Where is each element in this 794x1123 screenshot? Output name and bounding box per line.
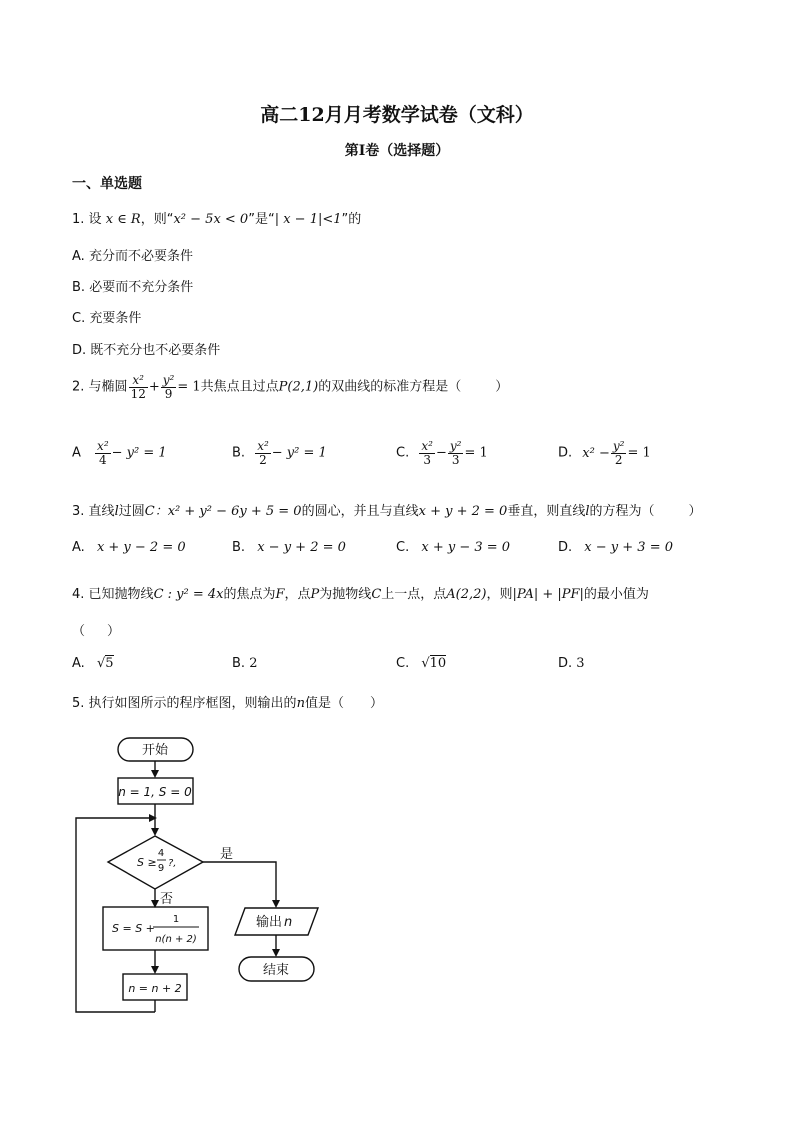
question-text: 设 [88, 212, 102, 227]
option-label: A. [72, 656, 85, 671]
question-text: ”是“ [248, 212, 275, 227]
option-text: 充分而不必要条件 [88, 249, 193, 264]
question-text: 上一点，点 [381, 587, 447, 602]
page-title: 高二12月月考数学试卷（文科） [260, 104, 534, 126]
question-number: 4. [72, 587, 85, 602]
update-s-num: 1 [172, 914, 180, 925]
option-value: 3 [576, 656, 585, 671]
option-label: C. [72, 311, 86, 326]
operator: − [435, 445, 447, 461]
question-number: 3. [72, 504, 85, 519]
option-label: A [72, 445, 81, 461]
option-label: B. [232, 540, 246, 555]
question-text: 直线 [88, 504, 115, 519]
question-text: 的双曲线的标准方程是（ [318, 379, 462, 395]
math-symbol: l [114, 504, 119, 519]
option-label: C. [396, 656, 410, 671]
math-expression: x − y + 2 = 0 [257, 540, 346, 555]
section-heading: 一、单选题 [72, 176, 142, 192]
option-label: B. [232, 656, 246, 671]
question-text: ，点 [284, 587, 311, 602]
math-expression: − y² = 1 [111, 445, 167, 461]
question-text: ，则 [486, 587, 513, 602]
option-label: D. [558, 540, 573, 555]
option-label: C. [396, 445, 410, 461]
math-symbol: P [310, 587, 320, 602]
option-label: D. [558, 656, 573, 671]
question-text: 的焦点为 [223, 587, 276, 602]
question-text: 为抛物线 [319, 587, 372, 602]
question-text: 值是（ [304, 696, 344, 711]
page-subtitle: 第I卷（选择题） [344, 143, 450, 159]
numerator: x² [257, 439, 269, 453]
question-text: ） [688, 504, 702, 519]
update-n-label: n = n + 2 [128, 982, 182, 995]
option-label: D. [558, 445, 573, 461]
option-value: 2 [249, 656, 258, 671]
math-expression: x + y − 3 = 0 [421, 540, 511, 555]
question-text: ，则“ [140, 212, 174, 227]
math-expression: = 1 [177, 379, 201, 395]
update-s-left: S = S + [112, 922, 155, 935]
math-expression: = 1 [627, 445, 651, 461]
denominator: 12 [130, 386, 146, 401]
math-expression: x + y − 2 = 0 [96, 540, 186, 555]
operator: + [148, 379, 160, 395]
math-expression: x − y + 3 = 0 [584, 540, 673, 555]
math-expression: C：x² + y² − 6y + 5 = 0 [144, 504, 302, 519]
init-label: n = 1, S = 0 [118, 785, 192, 799]
question-text: 共焦点且过点 [200, 379, 279, 395]
math-symbol: n [296, 696, 305, 711]
math-expression: | x − 1|<1 [274, 212, 342, 227]
end-label: 结束 [262, 963, 290, 978]
condition-right: ?, [168, 858, 177, 869]
question-text: 的圆心，并且与直线 [301, 504, 419, 519]
question-text: 的最小值为 [583, 587, 649, 602]
math-symbol: F [275, 587, 285, 602]
math-expression: x + y + 2 = 0 [418, 504, 508, 519]
denominator: 2 [259, 452, 267, 467]
question-text: ） [495, 379, 509, 395]
math-expression: P(2,1) [278, 379, 319, 395]
math-expression: x² − 5x < 0 [173, 212, 249, 227]
option-value: 5 [105, 656, 114, 671]
start-label: 开始 [141, 743, 169, 758]
question-number: 5. [72, 696, 85, 711]
numerator: x² [421, 439, 433, 453]
no-label: 否 [160, 892, 174, 907]
numerator: y² [162, 373, 175, 387]
option-text: 充要条件 [89, 311, 142, 326]
option-label: A. [72, 540, 85, 555]
math-expression: − y² = 1 [271, 445, 327, 461]
condition-left: S ≥ [137, 856, 157, 869]
question-text: 执行如图所示的程序框图，则输出的 [88, 696, 297, 711]
question-text: 与椭圆 [88, 379, 128, 395]
paren: （ [72, 624, 86, 639]
math-expression: A(2,2) [446, 587, 487, 602]
numerator: x² [97, 439, 109, 453]
output-var: n [284, 915, 293, 930]
question-text: ”的 [341, 212, 362, 227]
sqrt-icon: √ [421, 656, 430, 671]
update-s-den: n(n + 2) [155, 934, 197, 945]
denominator: 3 [451, 452, 460, 467]
math-expression: C : y² = 4x [153, 587, 224, 602]
denominator: 4 [99, 452, 107, 467]
option-label: B. [72, 280, 86, 295]
paren: ） [107, 624, 121, 639]
option-text: 必要而不充分条件 [89, 280, 194, 295]
math-expression: = 1 [464, 445, 488, 461]
condition-den: 9 [157, 863, 165, 874]
option-label: C. [396, 540, 410, 555]
option-text: 既不充分也不必要条件 [90, 343, 221, 358]
question-text: 过圆 [118, 504, 145, 519]
yes-label: 是 [220, 847, 234, 862]
numerator: y² [449, 439, 462, 453]
math-expression: x² − [582, 445, 610, 461]
math-symbol: l [585, 504, 590, 519]
question-text: ） [369, 696, 383, 711]
option-value: 10 [429, 656, 447, 671]
math-symbol: C [371, 587, 382, 602]
numerator: y² [612, 439, 625, 453]
question-text: 的方程为（ [589, 504, 655, 519]
denominator: 9 [164, 386, 173, 401]
output-label: 输出 [256, 915, 283, 930]
question-number: 1. [72, 212, 85, 227]
math-expression: x ∈ R [105, 212, 141, 227]
option-label: D. [72, 343, 87, 358]
denominator: 3 [423, 452, 431, 467]
option-label: B. [232, 445, 246, 461]
question-number: 2. [72, 379, 85, 395]
condition-num: 4 [157, 848, 165, 859]
question-text: 已知抛物线 [88, 587, 154, 602]
numerator: x² [129, 374, 148, 388]
sqrt-icon: √ [96, 656, 106, 671]
denominator: 2 [614, 452, 623, 467]
math-expression: |PA| + |PF| [512, 587, 584, 602]
option-label: A. [72, 249, 85, 264]
question-text: 垂直，则直线 [507, 504, 586, 519]
